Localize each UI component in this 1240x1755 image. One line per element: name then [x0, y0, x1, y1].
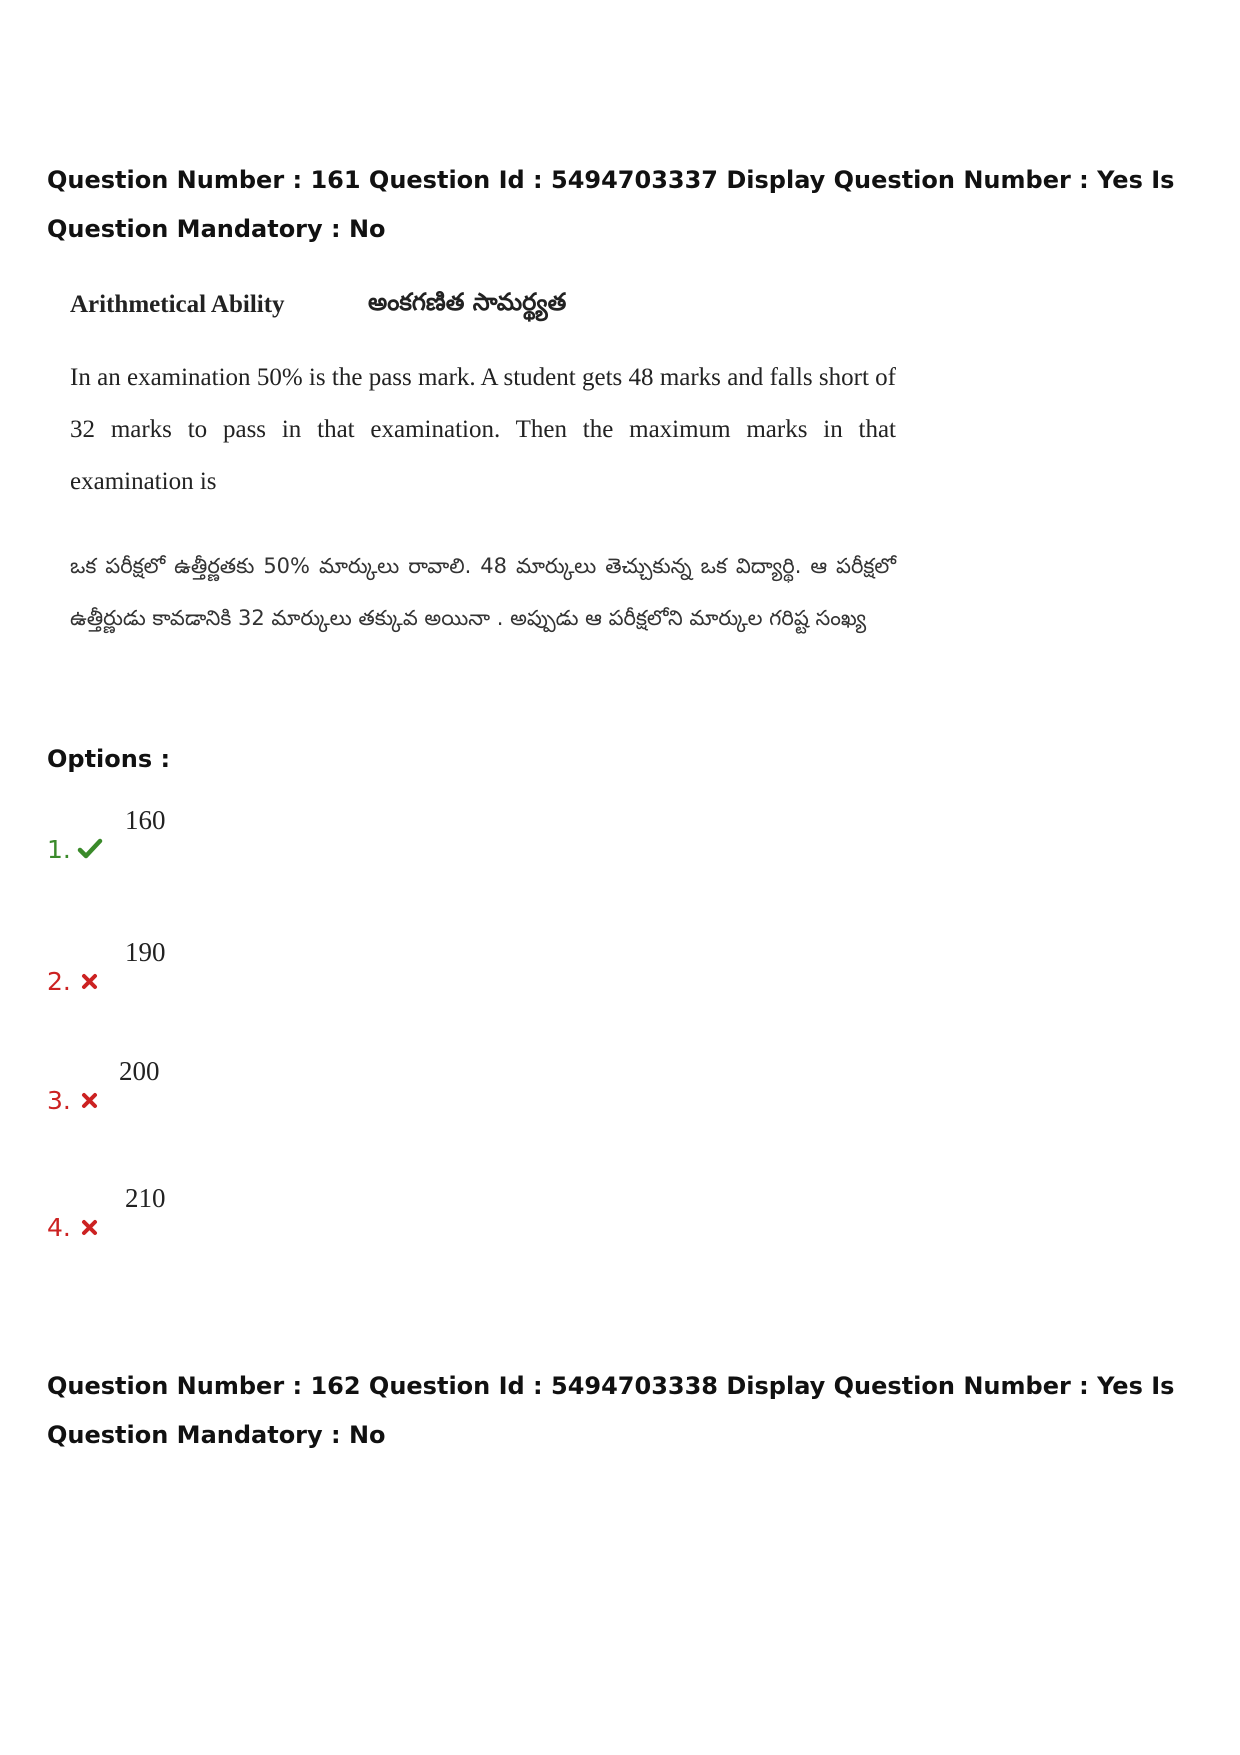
- check-icon: [77, 837, 103, 861]
- question-text-telugu: ఒక పరీక్షలో ఉత్తీర్ణతకు 50% మార్కులు రావాలి. 48 మార్కులు తెచ్చుకున్న ఒక విద్యార్థి. ఆ పరీక్షలో ఉత్తీర్ణుడు కావడానికి 32 మార్కులు తక్కువ అయినా . అప్పుడు ఆ పరీక్షలోని మార్కుల గరిష్ట సంఖ్య: [70, 554, 896, 630]
- option-2: [47, 937, 447, 997]
- option-value: 160: [125, 805, 166, 835]
- option-1: [47, 805, 447, 865]
- option-number: 3.: [47, 1086, 71, 1115]
- option-number: 2.: [47, 967, 71, 996]
- option-value: 190: [125, 937, 166, 967]
- option-number: 4.: [47, 1213, 71, 1242]
- question-text-english: In an examination 50% is the pass mark. A student gets 48 marks and falls short of 32 marks to pass in that examination. Then the maximum marks in that examination is: [70, 364, 896, 495]
- cross-icon: [77, 969, 103, 993]
- cross-icon: [77, 1215, 103, 1239]
- option-value: 200: [119, 1056, 160, 1086]
- options-label: Options :: [47, 745, 171, 773]
- option-3: [47, 1056, 447, 1116]
- cross-icon: [77, 1088, 103, 1112]
- question-161-body: [70, 280, 900, 644]
- subject-line: [70, 280, 900, 330]
- subject-english: Arithmetical Ability: [70, 291, 285, 318]
- question-161-header: Question Number : 161 Question Id : 5494703337 Display Question Number : Yes Is Question Mandatory : No: [47, 166, 1175, 243]
- option-value: 210: [125, 1183, 166, 1213]
- question-162-header: Question Number : 162 Question Id : 5494703338 Display Question Number : Yes Is Question Mandatory : No: [47, 1372, 1175, 1449]
- option-number: 1.: [47, 835, 71, 864]
- option-4: [47, 1183, 447, 1243]
- subject-telugu: అంకగణిత సామర్థ్యత: [368, 288, 567, 316]
